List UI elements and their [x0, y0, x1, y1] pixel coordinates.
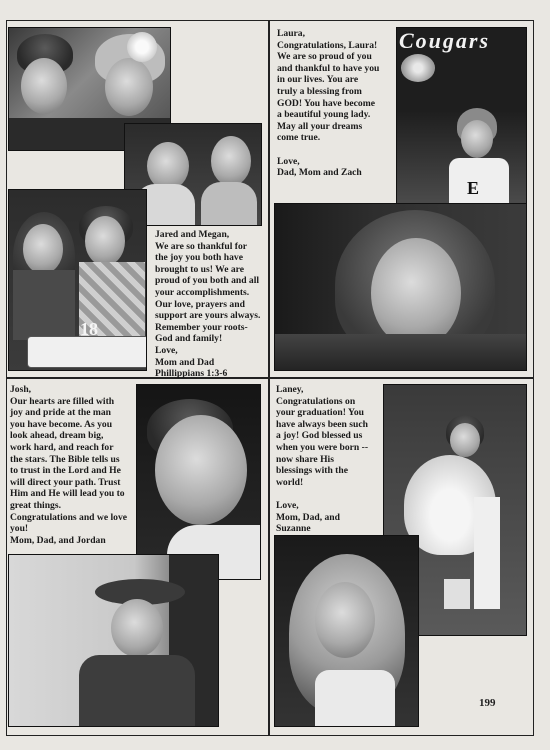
message-jared-megan: Jared and Megan, We are so thankful for the joy you both have brought to us! We are proud of you both and all your accomplishments. Our love, prayers and support are yours always. Remember your roots- God and family! Love, Mom and Dad Phillippians 1:3-6	[155, 229, 261, 380]
message-josh: Josh, Our hearts are filled with joy and pride at the man you have become. As you look ahead, dream big, work hard, and reach for the stars. The Bible tells us to trust in the Lord and He will direct your path. Trust Him and He will lead you to great things. Congratulations and we love you! Mom, Dad, and Jordan	[10, 384, 127, 546]
photo-laura-portrait	[274, 203, 527, 371]
photo-cheerleader: Cougars E	[396, 27, 527, 236]
photo-boy-cowboy	[8, 554, 219, 727]
birthday-cake	[27, 319, 147, 368]
cake-number: 18	[80, 319, 98, 339]
message-laura: Laura, Congratulations, Laura! We are so proud of you and thankful to have you in our lives. You are truly a blessing from GOD! You have become a beautiful young lady. May all your dreams come true. Love, Dad, Mom and Zach	[277, 28, 380, 179]
photo-josh-portrait	[136, 384, 261, 580]
message-laney: Laney, Congratulations on your graduation! You have always been such a joy! God blessed us when you were born -- now share His blessings with the world! Love, Mom, Dad, and Suzanne	[276, 384, 369, 535]
photo-siblings-birthday-cake	[8, 189, 147, 371]
photo-laney-portrait	[274, 535, 419, 727]
page-number: 199	[479, 697, 496, 709]
row-divider	[6, 377, 534, 379]
cougars-banner: Cougars	[399, 28, 491, 53]
